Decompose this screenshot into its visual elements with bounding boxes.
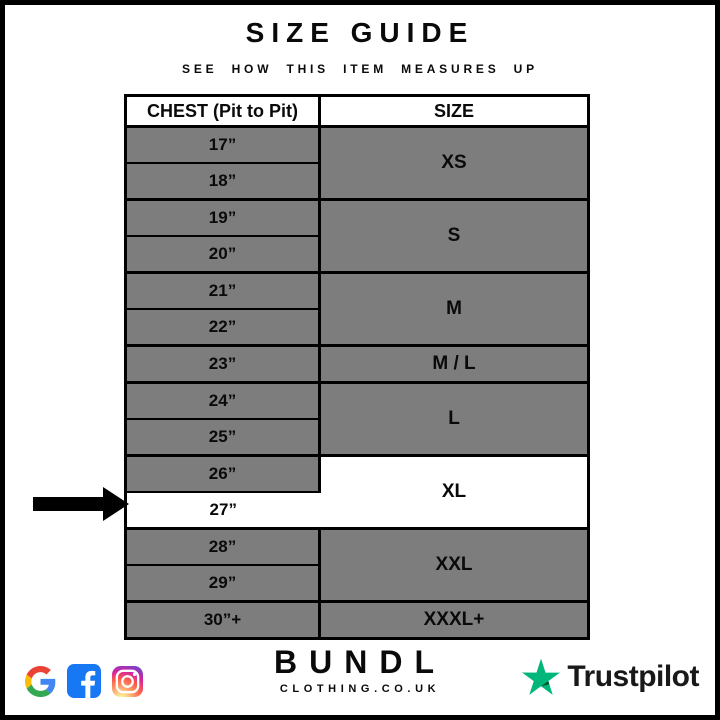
table-row xyxy=(126,200,589,237)
page-title: SIZE GUIDE xyxy=(245,17,475,48)
table-row xyxy=(126,529,589,566)
chest-cell: 22” xyxy=(126,309,320,346)
chest-cell: 29” xyxy=(126,565,320,602)
brand-name: BUNDL xyxy=(274,644,446,680)
chest-cell: 25” xyxy=(126,419,320,456)
size-cell: L xyxy=(320,383,589,456)
table-row xyxy=(126,346,589,383)
size-cell: XS xyxy=(320,127,589,200)
chest-cell-highlighted: 27” xyxy=(126,492,320,529)
chest-column-header: CHEST (Pit to Pit) xyxy=(126,96,320,127)
brand-domain: CLOTHING.CO.UK xyxy=(279,683,441,695)
table-header-row xyxy=(126,96,589,127)
chest-cell: 23” xyxy=(126,346,320,383)
chest-cell: 20” xyxy=(126,236,320,273)
chest-cell: 26” xyxy=(126,456,320,493)
size-table xyxy=(124,94,590,640)
table-row xyxy=(126,602,589,639)
page-subtitle: SEE HOW THIS ITEM MEASURES UP xyxy=(182,62,538,76)
arrow-shaft xyxy=(33,497,104,511)
arrow-head xyxy=(103,487,129,521)
chest-cell: 19” xyxy=(126,200,320,237)
chest-cell: 28” xyxy=(126,529,320,566)
table-row xyxy=(126,456,589,493)
chest-cell: 17” xyxy=(126,127,320,164)
chest-cell: 21” xyxy=(126,273,320,310)
chest-cell: 30”+ xyxy=(126,602,320,639)
trustpilot-label: Trustpilot xyxy=(567,659,699,693)
size-cell: M xyxy=(320,273,589,346)
chest-cell: 18” xyxy=(126,163,320,200)
size-column-header: SIZE xyxy=(320,96,589,127)
table-row xyxy=(126,383,589,420)
trustpilot-star-icon xyxy=(522,658,560,695)
table-row xyxy=(126,127,589,164)
size-cell: XXL xyxy=(320,529,589,602)
table-row xyxy=(126,273,589,310)
size-cell-xl-highlighted: XL xyxy=(320,456,589,529)
row-pointer-arrow-icon xyxy=(31,487,129,521)
chest-cell: 24” xyxy=(126,383,320,420)
size-cell: M / L xyxy=(320,346,589,383)
size-cell: S xyxy=(320,200,589,273)
size-cell: XXXL+ xyxy=(320,602,589,639)
trustpilot-logo xyxy=(522,658,699,695)
